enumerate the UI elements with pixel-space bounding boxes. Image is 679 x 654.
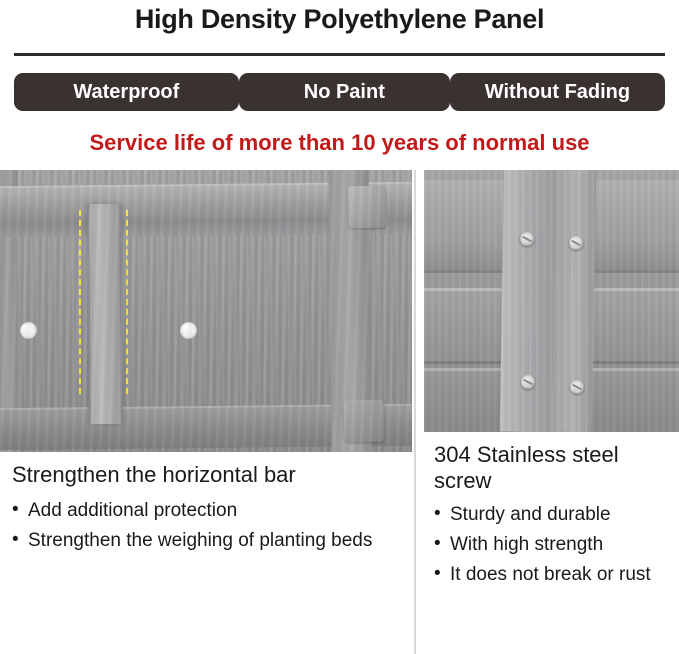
feature-badge-without-fading: Without Fading [450,73,665,111]
planter-bed-horizontal-bar-photo [0,170,412,452]
drainage-hole-left [20,322,37,339]
list-item: • Sturdy and durable [434,502,678,527]
list-item: • Strengthen the weighing of planting beds [12,528,408,553]
stainless-screw-icon [570,380,584,394]
caption-stainless-screw [434,442,678,592]
list-item: • With high strength [434,532,678,557]
header-divider [14,53,665,56]
service-life-subtitle: Service life of more than 10 years of normal use [89,130,590,155]
list-item: • It does not break or rust [434,562,678,587]
stainless-steel-screw-corner-photo [424,170,679,432]
highlight-dashed-line-right [126,210,128,394]
feature-badge-group [14,70,665,114]
panel-stainless-screw [424,170,679,654]
page-title: High Density Polyethylene Panel [134,4,545,34]
panel-horizontal-bar [0,170,412,654]
stainless-screw-icon [521,375,535,389]
stainless-screw-icon [569,236,583,250]
caption-bullet-list [434,502,678,587]
planter-corner-bracket-top-right [348,186,387,229]
planter-corner-bracket-bottom-right [344,400,385,443]
feature-badge-waterproof: Waterproof [14,73,239,111]
caption-horizontal-bar [12,462,408,558]
panel-divider [414,170,416,654]
drainage-hole-right [180,322,197,339]
header [0,0,679,170]
horizontal-bar-reinforcement [87,204,123,424]
caption-heading: Strengthen the horizontal bar [12,462,296,487]
stainless-screw-icon [520,232,534,246]
panel-group [0,170,679,654]
list-item: • Add additional protection [12,498,408,523]
caption-bullet-list [12,498,408,553]
highlight-dashed-line-left [79,210,81,394]
feature-badge-no-paint: No Paint [239,73,450,111]
caption-heading: 304 Stainless steel screw [434,442,619,493]
